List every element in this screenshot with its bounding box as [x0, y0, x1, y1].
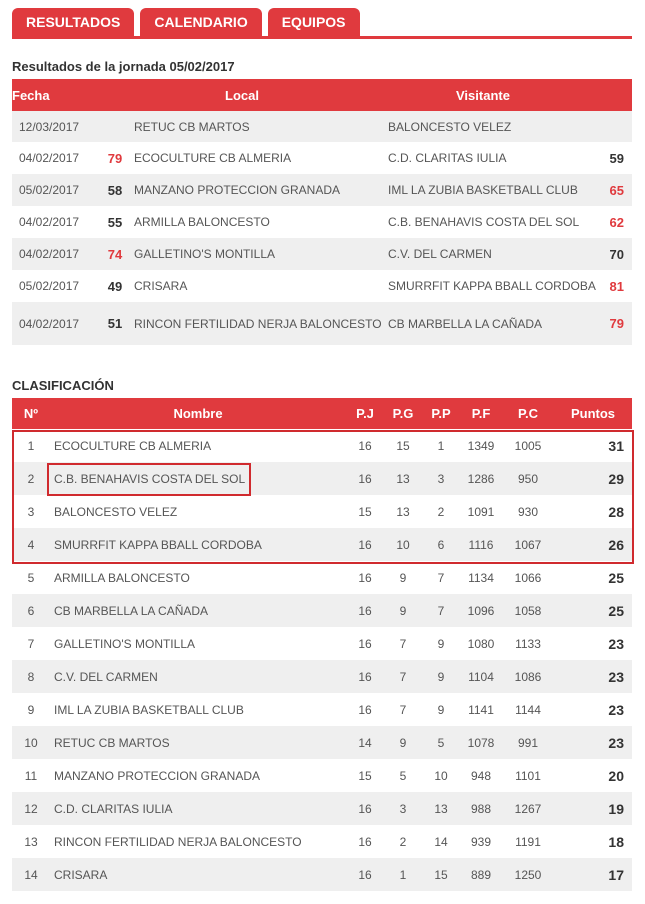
standings-points: 31 — [554, 429, 632, 462]
results-table — [12, 79, 632, 345]
standings-position: 5 — [12, 561, 50, 594]
standings-pg: 9 — [384, 726, 422, 759]
header-pf: P.F — [460, 398, 502, 429]
result-row[interactable] — [12, 302, 632, 345]
header-pj: P.J — [346, 398, 384, 429]
header-local: Local — [130, 79, 384, 111]
header-n: Nº — [12, 398, 50, 429]
result-away-team: IML LA ZUBIA BASKETBALL CLUB — [384, 174, 598, 206]
standings-pf: 1134 — [460, 561, 502, 594]
standings-points: 23 — [554, 627, 632, 660]
result-home-team: MANZANO PROTECCION GRANADA — [130, 174, 384, 206]
standings-pp: 14 — [422, 825, 460, 858]
standings-pc: 1058 — [502, 594, 554, 627]
standings-position: 3 — [12, 495, 50, 528]
standings-pg: 1 — [384, 858, 422, 891]
standings-position: 12 — [12, 792, 50, 825]
result-home-score: 58 — [100, 174, 130, 206]
standings-pg: 13 — [384, 462, 422, 495]
standings-points: 29 — [554, 462, 632, 495]
result-date: 04/02/2017 — [12, 142, 100, 174]
standings-points: 19 — [554, 792, 632, 825]
standings-pp: 2 — [422, 495, 460, 528]
result-away-score — [598, 111, 632, 142]
header-spacer — [100, 79, 130, 111]
result-away-score: 70 — [598, 238, 632, 270]
standings-pc: 1101 — [502, 759, 554, 792]
results-title: Resultados de la jornada 05/02/2017 — [12, 59, 235, 74]
standings-pc: 1267 — [502, 792, 554, 825]
standings-pf: 1286 — [460, 462, 502, 495]
standings-pg: 13 — [384, 495, 422, 528]
result-home-team: RETUC CB MARTOS — [130, 111, 384, 142]
standings-pj: 16 — [346, 561, 384, 594]
standings-pj: 16 — [346, 693, 384, 726]
standings-position: 7 — [12, 627, 50, 660]
tab-bar — [12, 8, 366, 36]
standings-pp: 1 — [422, 429, 460, 462]
standings-points: 28 — [554, 495, 632, 528]
standings-pg: 7 — [384, 627, 422, 660]
standings-pc: 950 — [502, 462, 554, 495]
standings-row[interactable] — [12, 792, 632, 825]
standings-team-name: BALONCESTO VELEZ — [50, 495, 346, 528]
header-nombre: Nombre — [50, 398, 346, 429]
standings-team-name: GALLETINO'S MONTILLA — [50, 627, 346, 660]
standings-pc: 991 — [502, 726, 554, 759]
standings-pj: 15 — [346, 495, 384, 528]
standings-position: 13 — [12, 825, 50, 858]
result-away-score: 81 — [598, 270, 632, 302]
standings-position: 11 — [12, 759, 50, 792]
result-away-score: 59 — [598, 142, 632, 174]
standings-pj: 16 — [346, 858, 384, 891]
result-row[interactable] — [12, 270, 632, 302]
standings-points: 20 — [554, 759, 632, 792]
standings-pc: 1144 — [502, 693, 554, 726]
standings-pp: 6 — [422, 528, 460, 561]
result-home-score: 55 — [100, 206, 130, 238]
standings-team-name: C.D. CLARITAS IULIA — [50, 792, 346, 825]
result-away-score: 65 — [598, 174, 632, 206]
standings-row[interactable] — [12, 528, 632, 561]
standings-pg: 9 — [384, 594, 422, 627]
header-pg: P.G — [384, 398, 422, 429]
standings-pg: 10 — [384, 528, 422, 561]
standings-pc: 1067 — [502, 528, 554, 561]
standings-pp: 5 — [422, 726, 460, 759]
standings-pf: 1096 — [460, 594, 502, 627]
standings-team-name: C.V. DEL CARMEN — [50, 660, 346, 693]
result-date: 04/02/2017 — [12, 206, 100, 238]
standings-pj: 15 — [346, 759, 384, 792]
standings-pf: 1091 — [460, 495, 502, 528]
standings-pf: 939 — [460, 825, 502, 858]
standings-pc: 1086 — [502, 660, 554, 693]
result-away-team: BALONCESTO VELEZ — [384, 111, 598, 142]
standings-position: 10 — [12, 726, 50, 759]
standings-pp: 15 — [422, 858, 460, 891]
standings-points: 23 — [554, 726, 632, 759]
result-home-team: GALLETINO'S MONTILLA — [130, 238, 384, 270]
standings-row[interactable] — [12, 429, 632, 462]
result-away-team: SMURRFIT KAPPA BBALL CORDOBA — [384, 270, 598, 302]
standings-row[interactable] — [12, 561, 632, 594]
result-home-score: 79 — [100, 142, 130, 174]
standings-position: 2 — [12, 462, 50, 495]
standings-title: CLASIFICACIÓN — [12, 378, 114, 393]
standings-row[interactable] — [12, 825, 632, 858]
standings-position: 4 — [12, 528, 50, 561]
result-home-team: ARMILLA BALONCESTO — [130, 206, 384, 238]
standings-pp: 10 — [422, 759, 460, 792]
header-pp: P.P — [422, 398, 460, 429]
standings-points: 26 — [554, 528, 632, 561]
standings-pg: 7 — [384, 693, 422, 726]
standings-pc: 1133 — [502, 627, 554, 660]
standings-pf: 1349 — [460, 429, 502, 462]
standings-table — [12, 398, 632, 891]
standings-position: 9 — [12, 693, 50, 726]
standings-pp: 9 — [422, 660, 460, 693]
result-date: 12/03/2017 — [12, 111, 100, 142]
standings-pg: 9 — [384, 561, 422, 594]
result-row[interactable] — [12, 174, 632, 206]
standings-pp: 9 — [422, 627, 460, 660]
standings-row[interactable] — [12, 693, 632, 726]
standings-row[interactable] — [12, 627, 632, 660]
standings-team-name: MANZANO PROTECCION GRANADA — [50, 759, 346, 792]
result-date: 05/02/2017 — [12, 270, 100, 302]
result-away-team: CB MARBELLA LA CAÑADA — [384, 302, 598, 345]
header-visitante: Visitante — [384, 79, 598, 111]
result-away-team: C.B. BENAHAVIS COSTA DEL SOL — [384, 206, 598, 238]
standings-pf: 1104 — [460, 660, 502, 693]
standings-pg: 15 — [384, 429, 422, 462]
standings-points: 17 — [554, 858, 632, 891]
result-away-team: C.D. CLARITAS IULIA — [384, 142, 598, 174]
standings-row[interactable] — [12, 495, 632, 528]
standings-pp: 9 — [422, 693, 460, 726]
standings-points: 23 — [554, 660, 632, 693]
standings-header-row — [12, 398, 632, 429]
standings-team-name: RINCON FERTILIDAD NERJA BALONCESTO — [50, 825, 346, 858]
standings-row[interactable] — [12, 759, 632, 792]
result-home-score — [100, 111, 130, 142]
standings-row[interactable] — [12, 462, 632, 495]
standings-pf: 1080 — [460, 627, 502, 660]
result-away-team: C.V. DEL CARMEN — [384, 238, 598, 270]
standings-pg: 7 — [384, 660, 422, 693]
standings-team-name: IML LA ZUBIA BASKETBALL CLUB — [50, 693, 346, 726]
result-date: 05/02/2017 — [12, 174, 100, 206]
result-home-score: 49 — [100, 270, 130, 302]
standings-position: 8 — [12, 660, 50, 693]
standings-team-name: ARMILLA BALONCESTO — [50, 561, 346, 594]
result-home-score: 51 — [100, 302, 130, 345]
standings-position: 1 — [12, 429, 50, 462]
result-row[interactable] — [12, 111, 632, 142]
standings-pg: 5 — [384, 759, 422, 792]
standings-pj: 16 — [346, 825, 384, 858]
standings-pf: 889 — [460, 858, 502, 891]
standings-row[interactable] — [12, 858, 632, 891]
standings-pp: 3 — [422, 462, 460, 495]
standings-pf: 948 — [460, 759, 502, 792]
result-away-score: 79 — [598, 302, 632, 345]
standings-points: 18 — [554, 825, 632, 858]
header-puntos: Puntos — [554, 398, 632, 429]
standings-row[interactable] — [12, 726, 632, 759]
standings-pc: 1250 — [502, 858, 554, 891]
standings-row[interactable] — [12, 660, 632, 693]
standings-points: 23 — [554, 693, 632, 726]
standings-pp: 13 — [422, 792, 460, 825]
standings-team-name: ECOCULTURE CB ALMERIA — [50, 429, 346, 462]
standings-pj: 16 — [346, 792, 384, 825]
result-home-score: 74 — [100, 238, 130, 270]
standings-pf: 1116 — [460, 528, 502, 561]
result-date: 04/02/2017 — [12, 302, 100, 345]
standings-pj: 16 — [346, 429, 384, 462]
standings-points: 25 — [554, 594, 632, 627]
standings-position: 14 — [12, 858, 50, 891]
standings-pj: 16 — [346, 594, 384, 627]
result-home-team: ECOCULTURE CB ALMERIA — [130, 142, 384, 174]
standings-pc: 1066 — [502, 561, 554, 594]
standings-pf: 988 — [460, 792, 502, 825]
standings-team-name: C.B. BENAHAVIS COSTA DEL SOL — [50, 462, 346, 495]
standings-position: 6 — [12, 594, 50, 627]
standings-pc: 930 — [502, 495, 554, 528]
tab-calendario[interactable]: CALENDARIO — [140, 8, 261, 36]
results-header-row — [12, 79, 632, 111]
result-home-team: CRISARA — [130, 270, 384, 302]
standings-pj: 14 — [346, 726, 384, 759]
standings-pc: 1191 — [502, 825, 554, 858]
standings-pf: 1078 — [460, 726, 502, 759]
header-spacer-2 — [598, 79, 632, 111]
standings-pg: 2 — [384, 825, 422, 858]
result-home-team: RINCON FERTILIDAD NERJA BALONCESTO — [130, 302, 384, 345]
standings-team-name: CRISARA — [50, 858, 346, 891]
tab-equipos[interactable]: EQUIPOS — [268, 8, 360, 36]
standings-pg: 3 — [384, 792, 422, 825]
standings-points: 25 — [554, 561, 632, 594]
standings-row[interactable] — [12, 594, 632, 627]
standings-team-name: CB MARBELLA LA CAÑADA — [50, 594, 346, 627]
header-fecha: Fecha — [12, 79, 100, 111]
result-row[interactable] — [12, 142, 632, 174]
standings-pj: 16 — [346, 528, 384, 561]
standings-pp: 7 — [422, 594, 460, 627]
standings-team-name: SMURRFIT KAPPA BBALL CORDOBA — [50, 528, 346, 561]
standings-pf: 1141 — [460, 693, 502, 726]
tab-underline — [12, 36, 632, 39]
result-row[interactable] — [12, 206, 632, 238]
standings-pj: 16 — [346, 660, 384, 693]
result-row[interactable] — [12, 238, 632, 270]
standings-pp: 7 — [422, 561, 460, 594]
result-date: 04/02/2017 — [12, 238, 100, 270]
header-pc: P.C — [502, 398, 554, 429]
standings-pj: 16 — [346, 627, 384, 660]
standings-pc: 1005 — [502, 429, 554, 462]
standings-pj: 16 — [346, 462, 384, 495]
result-away-score: 62 — [598, 206, 632, 238]
standings-team-name: RETUC CB MARTOS — [50, 726, 346, 759]
tab-resultados[interactable]: RESULTADOS — [12, 8, 134, 36]
